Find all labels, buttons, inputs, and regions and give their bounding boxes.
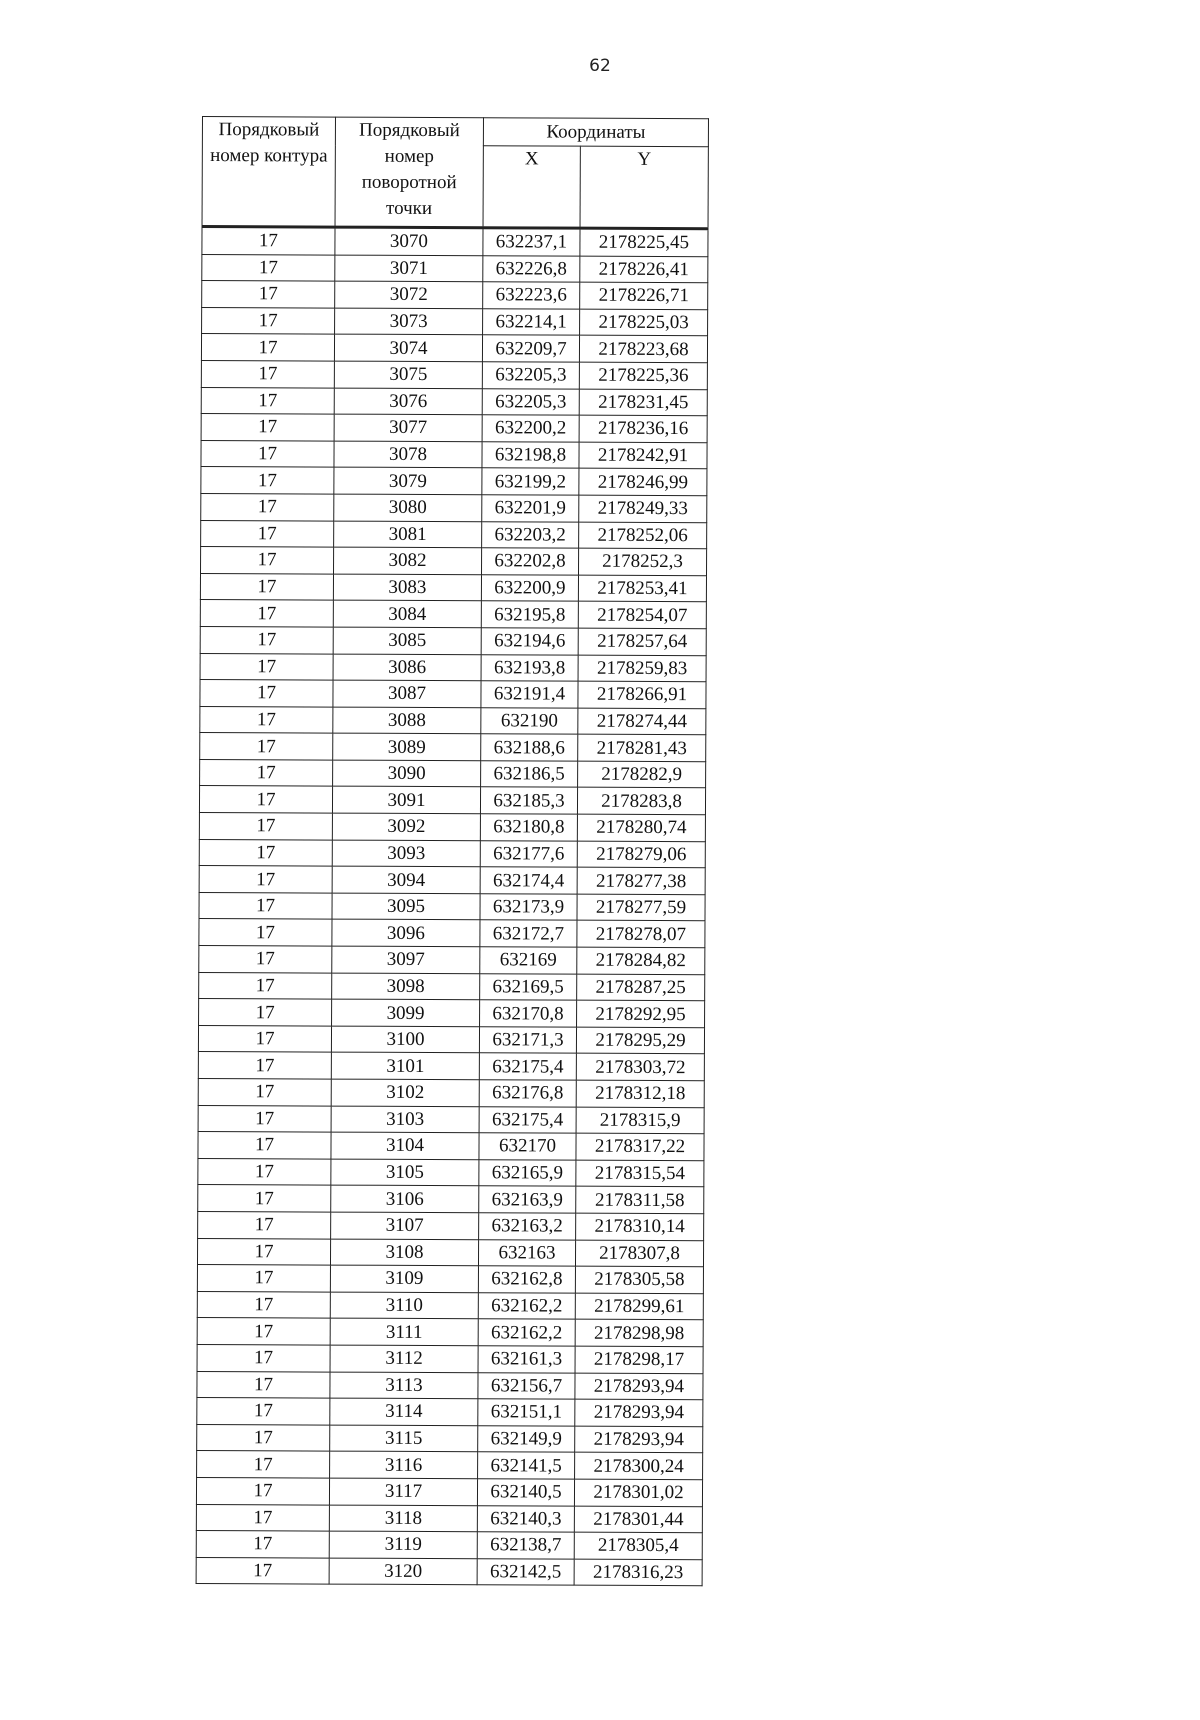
- cell-contour-number: 17: [198, 1025, 331, 1052]
- cell-point-number: 3113: [330, 1372, 478, 1399]
- cell-contour-number: 17: [198, 1158, 331, 1185]
- cell-point-number: 3112: [330, 1345, 478, 1372]
- table-row: [198, 1025, 704, 1054]
- cell-contour-number: 17: [202, 227, 335, 255]
- cell-contour-number: 17: [201, 547, 334, 574]
- cell-contour-number: 17: [199, 786, 332, 813]
- cell-point-number: 3084: [333, 600, 481, 627]
- cell-y: 2178225,36: [579, 362, 707, 389]
- cell-x: 632223,6: [483, 282, 580, 309]
- table-row: [198, 1158, 704, 1187]
- cell-point-number: 3092: [332, 813, 480, 840]
- cell-point-number: 3118: [329, 1505, 477, 1532]
- cell-y: 2178253,41: [578, 575, 706, 602]
- table-row: [198, 1185, 704, 1214]
- header-contour-number: [202, 117, 335, 228]
- cell-y: 2178317,22: [576, 1133, 704, 1160]
- cell-point-number: 3075: [334, 361, 482, 388]
- table-row: [197, 1424, 703, 1453]
- cell-y: 2178226,71: [580, 282, 708, 309]
- cell-contour-number: 17: [196, 1557, 329, 1584]
- table-row: [196, 1557, 702, 1586]
- cell-x: 632209,7: [482, 335, 579, 362]
- cell-x: 632226,8: [483, 255, 580, 282]
- cell-y: 2178236,16: [579, 415, 707, 442]
- table-header: [202, 117, 708, 229]
- cell-y: 2178303,72: [576, 1054, 704, 1081]
- cell-x: 632163,2: [479, 1213, 576, 1240]
- cell-x: 632214,1: [483, 309, 580, 336]
- cell-point-number: 3108: [330, 1239, 478, 1266]
- cell-contour-number: 17: [197, 1424, 330, 1451]
- table-row: [200, 653, 706, 682]
- cell-y: 2178277,59: [577, 894, 705, 921]
- cell-x: 632177,6: [480, 840, 577, 867]
- table-row: [200, 759, 706, 788]
- cell-contour-number: 17: [198, 1052, 331, 1079]
- cell-contour-number: 17: [198, 1132, 331, 1159]
- cell-y: 2178242,91: [579, 442, 707, 469]
- cell-point-number: 3087: [333, 680, 481, 707]
- cell-x: 632172,7: [480, 920, 577, 947]
- cell-x: 632195,8: [481, 601, 578, 628]
- table-row: [198, 1132, 704, 1161]
- table-row: [199, 866, 705, 895]
- table-row: [197, 1238, 703, 1267]
- cell-x: 632200,2: [482, 415, 579, 442]
- cell-x: 632141,5: [478, 1452, 575, 1479]
- cell-y: 2178293,94: [575, 1399, 703, 1426]
- cell-point-number: 3111: [330, 1318, 478, 1345]
- table-row: [199, 919, 705, 948]
- table-row: [197, 1451, 703, 1480]
- cell-contour-number: 17: [199, 813, 332, 840]
- cell-y: 2178249,33: [579, 495, 707, 522]
- cell-point-number: 3081: [334, 521, 482, 548]
- table-row: [197, 1344, 703, 1373]
- cell-y: 2178279,06: [577, 841, 705, 868]
- cell-point-number: 3095: [332, 893, 480, 920]
- table-row: [200, 733, 706, 762]
- cell-x: 632173,9: [480, 894, 577, 921]
- table-row: [197, 1291, 703, 1320]
- cell-x: 632202,8: [482, 548, 579, 575]
- cell-x: 632198,8: [482, 441, 579, 468]
- cell-point-number: 3073: [335, 308, 483, 335]
- cell-point-number: 3083: [333, 574, 481, 601]
- cell-point-number: 3106: [331, 1185, 479, 1212]
- cell-y: 2178246,99: [579, 468, 707, 495]
- table-row: [199, 813, 705, 842]
- cell-x: 632138,7: [477, 1532, 574, 1559]
- cell-contour-number: 17: [200, 706, 333, 733]
- cell-contour-number: 17: [201, 414, 334, 441]
- table-row: [201, 547, 707, 576]
- table-row: [201, 440, 707, 469]
- cell-x: 632205,3: [482, 388, 579, 415]
- cell-y: 2178284,82: [577, 947, 705, 974]
- cell-x: 632186,5: [481, 761, 578, 788]
- cell-contour-number: 17: [199, 839, 332, 866]
- cell-y: 2178293,94: [575, 1426, 703, 1453]
- cell-y: 2178312,18: [576, 1080, 704, 1107]
- cell-x: 632188,6: [481, 734, 578, 761]
- coordinates-table-wrapper: [196, 116, 708, 1586]
- cell-x: 632156,7: [478, 1372, 575, 1399]
- cell-point-number: 3078: [334, 441, 482, 468]
- cell-point-number: 3107: [331, 1212, 479, 1239]
- header-contour-line-1: Порядковый: [218, 119, 320, 141]
- cell-point-number: 3076: [334, 388, 482, 415]
- cell-x: 632175,4: [479, 1053, 576, 1080]
- cell-point-number: 3097: [332, 946, 480, 973]
- cell-point-number: 3079: [334, 467, 482, 494]
- cell-y: 2178252,06: [579, 522, 707, 549]
- cell-y: 2178298,17: [575, 1346, 703, 1373]
- cell-y: 2178301,44: [574, 1506, 702, 1533]
- cell-contour-number: 17: [197, 1344, 330, 1371]
- cell-point-number: 3099: [332, 999, 480, 1026]
- cell-y: 2178274,44: [578, 708, 706, 735]
- table-row: [202, 281, 708, 310]
- table-row: [200, 680, 706, 709]
- cell-y: 2178225,03: [580, 309, 708, 336]
- cell-x: 632205,3: [482, 362, 579, 389]
- cell-y: 2178252,3: [579, 548, 707, 575]
- header-point-number: [335, 117, 483, 228]
- cell-y: 2178283,8: [577, 788, 705, 815]
- cell-x: 632162,8: [478, 1266, 575, 1293]
- table-row: [199, 972, 705, 1001]
- cell-contour-number: 17: [198, 1185, 331, 1212]
- cell-contour-number: 17: [198, 1105, 331, 1132]
- cell-contour-number: 17: [202, 254, 335, 281]
- header-point-line-3: поворотной: [361, 171, 457, 194]
- cell-y: 2178259,83: [578, 655, 706, 682]
- cell-point-number: 3103: [331, 1106, 479, 1133]
- cell-y: 2178295,29: [576, 1027, 704, 1054]
- header-contour-line-2: номер контура: [210, 145, 328, 167]
- cell-contour-number: 17: [201, 334, 334, 361]
- cell-contour-number: 17: [199, 999, 332, 1026]
- cell-y: 2178301,02: [574, 1479, 702, 1506]
- cell-x: 632171,3: [479, 1027, 576, 1054]
- cell-contour-number: 17: [199, 972, 332, 999]
- cell-y: 2178231,45: [579, 389, 707, 416]
- table-row: [201, 467, 707, 496]
- cell-y: 2178298,98: [575, 1319, 703, 1346]
- table-row: [201, 360, 707, 389]
- cell-contour-number: 17: [199, 946, 332, 973]
- cell-point-number: 3072: [335, 281, 483, 308]
- cell-x: 632200,9: [481, 574, 578, 601]
- cell-x: 632190: [481, 707, 578, 734]
- cell-point-number: 3074: [334, 334, 482, 361]
- cell-x: 632165,9: [479, 1159, 576, 1186]
- cell-contour-number: 17: [197, 1265, 330, 1292]
- cell-contour-number: 17: [200, 653, 333, 680]
- cell-y: 2178254,07: [578, 601, 706, 628]
- table-row: [197, 1398, 703, 1427]
- cell-contour-number: 17: [199, 866, 332, 893]
- cell-point-number: 3110: [330, 1292, 478, 1319]
- cell-y: 2178311,58: [576, 1187, 704, 1214]
- page-number: 62: [589, 56, 611, 76]
- cell-point-number: 3119: [329, 1531, 477, 1558]
- cell-y: 2178305,4: [574, 1532, 702, 1559]
- cell-point-number: 3102: [331, 1079, 479, 1106]
- cell-x: 632162,2: [478, 1292, 575, 1319]
- cell-y: 2178315,54: [576, 1160, 704, 1187]
- cell-y: 2178315,9: [576, 1107, 704, 1134]
- cell-x: 632149,9: [478, 1425, 575, 1452]
- table-row: [196, 1531, 702, 1560]
- cell-point-number: 3098: [332, 973, 480, 1000]
- cell-x: 632191,4: [481, 681, 578, 708]
- cell-y: 2178280,74: [577, 814, 705, 841]
- cell-contour-number: 17: [200, 573, 333, 600]
- table-row: [199, 946, 705, 975]
- cell-contour-number: 17: [197, 1451, 330, 1478]
- table-row: [197, 1265, 703, 1294]
- cell-contour-number: 17: [202, 281, 335, 308]
- cell-contour-number: 17: [200, 733, 333, 760]
- cell-contour-number: 17: [196, 1531, 329, 1558]
- cell-point-number: 3120: [329, 1558, 477, 1585]
- table-row: [198, 1105, 704, 1134]
- cell-contour-number: 17: [200, 600, 333, 627]
- table-row: [201, 493, 707, 522]
- cell-x: 632199,2: [482, 468, 579, 495]
- table-row: [202, 227, 708, 257]
- cell-y: 2178278,07: [577, 921, 705, 948]
- cell-point-number: 3071: [335, 255, 483, 282]
- cell-point-number: 3104: [331, 1132, 479, 1159]
- cell-point-number: 3101: [331, 1052, 479, 1079]
- cell-point-number: 3080: [334, 494, 482, 521]
- cell-contour-number: 17: [198, 1211, 331, 1238]
- cell-y: 2178277,38: [577, 867, 705, 894]
- header-coordinates: Координаты: [483, 118, 708, 147]
- table-row: [201, 520, 707, 549]
- cell-y: 2178307,8: [575, 1240, 703, 1267]
- cell-y: 2178305,58: [575, 1266, 703, 1293]
- cell-point-number: 3105: [331, 1159, 479, 1186]
- table-row: [201, 334, 707, 363]
- cell-x: 632161,3: [478, 1346, 575, 1373]
- header-point-line-4: точки: [386, 197, 433, 220]
- cell-point-number: 3070: [335, 227, 483, 255]
- cell-y: 2178287,25: [577, 974, 705, 1001]
- table-row: [200, 626, 706, 655]
- cell-y: 2178310,14: [576, 1213, 704, 1240]
- cell-contour-number: 17: [200, 626, 333, 653]
- cell-x: 632176,8: [479, 1080, 576, 1107]
- table-row: [196, 1477, 702, 1506]
- cell-x: 632163: [478, 1239, 575, 1266]
- cell-y: 2178226,41: [580, 256, 708, 283]
- table-row: [198, 1078, 704, 1107]
- table-row: [199, 999, 705, 1028]
- coordinates-table: [196, 116, 709, 1586]
- cell-contour-number: 17: [196, 1504, 329, 1531]
- cell-point-number: 3117: [329, 1478, 477, 1505]
- cell-point-number: 3086: [333, 654, 481, 681]
- table-body: [196, 227, 708, 1586]
- cell-y: 2178225,45: [580, 228, 708, 256]
- header-x: X: [483, 146, 580, 228]
- cell-x: 632151,1: [478, 1399, 575, 1426]
- cell-x: 632175,4: [479, 1106, 576, 1133]
- cell-y: 2178300,24: [575, 1452, 703, 1479]
- cell-x: 632193,8: [481, 654, 578, 681]
- table-row: [200, 706, 706, 735]
- cell-contour-number: 17: [197, 1318, 330, 1345]
- cell-contour-number: 17: [198, 1078, 331, 1105]
- table-row: [197, 1371, 703, 1400]
- cell-y: 2178293,94: [575, 1373, 703, 1400]
- cell-x: 632174,4: [480, 867, 577, 894]
- cell-point-number: 3116: [330, 1451, 478, 1478]
- cell-x: 632203,2: [482, 521, 579, 548]
- cell-point-number: 3089: [333, 733, 481, 760]
- cell-x: 632142,5: [477, 1558, 574, 1585]
- cell-x: 632237,1: [483, 228, 580, 256]
- table-row: [198, 1052, 704, 1081]
- header-point-line-1: Порядковый: [358, 119, 460, 142]
- table-row: [201, 387, 707, 416]
- cell-point-number: 3088: [333, 707, 481, 734]
- table-row: [202, 254, 708, 283]
- cell-x: 632169: [480, 947, 577, 974]
- cell-contour-number: 17: [201, 520, 334, 547]
- table-row: [198, 1211, 704, 1240]
- cell-x: 632140,5: [477, 1479, 574, 1506]
- cell-contour-number: 17: [202, 307, 335, 334]
- cell-y: 2178257,64: [578, 628, 706, 655]
- cell-contour-number: 17: [196, 1477, 329, 1504]
- cell-point-number: 3115: [330, 1425, 478, 1452]
- cell-contour-number: 17: [200, 680, 333, 707]
- table-row: [199, 839, 705, 868]
- cell-x: 632180,8: [480, 814, 577, 841]
- cell-x: 632163,9: [479, 1186, 576, 1213]
- cell-x: 632169,5: [480, 973, 577, 1000]
- cell-point-number: 3114: [330, 1398, 478, 1425]
- table-row: [197, 1318, 703, 1347]
- cell-contour-number: 17: [201, 467, 334, 494]
- cell-point-number: 3091: [332, 787, 480, 814]
- cell-contour-number: 17: [197, 1398, 330, 1425]
- table-row: [200, 600, 706, 629]
- cell-x: 632194,6: [481, 628, 578, 655]
- cell-x: 632170: [479, 1133, 576, 1160]
- cell-y: 2178281,43: [578, 734, 706, 761]
- cell-x: 632170,8: [480, 1000, 577, 1027]
- cell-point-number: 3085: [333, 627, 481, 654]
- table-row: [199, 892, 705, 921]
- cell-x: 632201,9: [482, 495, 579, 522]
- cell-contour-number: 17: [197, 1238, 330, 1265]
- table-row: [200, 573, 706, 602]
- cell-point-number: 3096: [332, 920, 480, 947]
- cell-contour-number: 17: [199, 892, 332, 919]
- cell-x: 632162,2: [478, 1319, 575, 1346]
- cell-point-number: 3093: [332, 840, 480, 867]
- cell-contour-number: 17: [197, 1291, 330, 1318]
- cell-y: 2178266,91: [578, 681, 706, 708]
- cell-contour-number: 17: [201, 493, 334, 520]
- cell-contour-number: 17: [201, 360, 334, 387]
- table-row: [202, 307, 708, 336]
- cell-x: 632140,3: [477, 1505, 574, 1532]
- cell-point-number: 3082: [334, 547, 482, 574]
- cell-y: 2178292,95: [577, 1000, 705, 1027]
- cell-contour-number: 17: [199, 919, 332, 946]
- cell-y: 2178299,61: [575, 1293, 703, 1320]
- header-y: Y: [580, 146, 708, 229]
- cell-point-number: 3100: [331, 1026, 479, 1053]
- cell-point-number: 3090: [333, 760, 481, 787]
- cell-contour-number: 17: [201, 440, 334, 467]
- cell-point-number: 3109: [330, 1265, 478, 1292]
- cell-point-number: 3094: [332, 866, 480, 893]
- cell-contour-number: 17: [201, 387, 334, 414]
- table-row: [199, 786, 705, 815]
- cell-y: 2178316,23: [574, 1559, 702, 1586]
- header-point-line-2: номер: [384, 145, 434, 168]
- cell-y: 2178223,68: [579, 336, 707, 363]
- table-row: [201, 414, 707, 443]
- cell-contour-number: 17: [197, 1371, 330, 1398]
- cell-y: 2178282,9: [578, 761, 706, 788]
- cell-point-number: 3077: [334, 414, 482, 441]
- cell-contour-number: 17: [200, 759, 333, 786]
- table-row: [196, 1504, 702, 1533]
- cell-x: 632185,3: [480, 787, 577, 814]
